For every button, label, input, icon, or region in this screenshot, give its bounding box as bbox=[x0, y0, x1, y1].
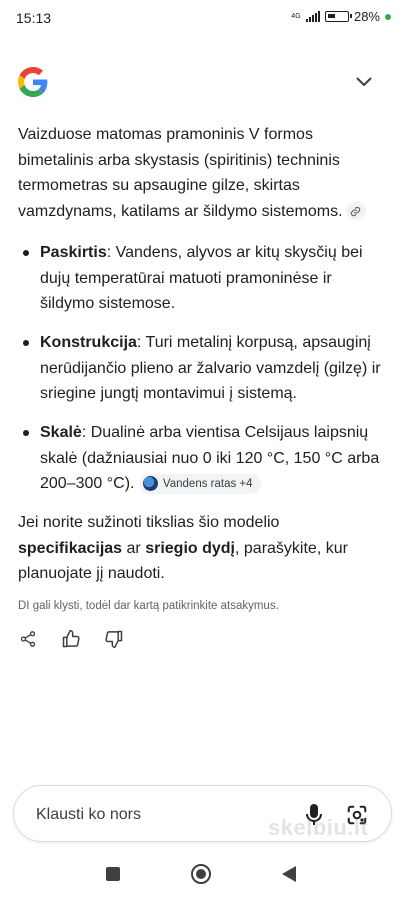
bullet-title: Konstrukcija bbox=[40, 334, 137, 351]
answer-actions bbox=[18, 629, 124, 649]
battery-icon bbox=[325, 11, 349, 22]
list-item bbox=[18, 330, 384, 407]
answer-intro-text: Vaizduose matomas pramoninis V formos bimetalinis arba skystasis (spiritinis) techninis termometras su apsaugine gilze, skirtas vamzdynams, katilams ar šildymo sistemoms. bbox=[18, 126, 343, 220]
closing-text-2: ar bbox=[122, 539, 146, 557]
bullet-text: : Vandens, alyvos ar kitų skysčių bei dujų temperatūrai matuoti pramoninėse ir šildymo sistemose. bbox=[40, 244, 363, 312]
collapse-button[interactable] bbox=[352, 72, 376, 92]
link-icon bbox=[350, 206, 361, 217]
bullet-title: Paskirtis bbox=[40, 244, 107, 261]
source-favicon-icon bbox=[143, 476, 158, 491]
share-button[interactable] bbox=[18, 629, 38, 649]
list-item bbox=[18, 240, 384, 317]
system-nav-bar bbox=[0, 856, 405, 894]
status-bar bbox=[0, 0, 405, 36]
lens-search-button[interactable] bbox=[345, 803, 369, 827]
answer-intro bbox=[18, 122, 384, 224]
thumbs-up-icon bbox=[61, 629, 81, 649]
bullet-text: : Turi metalinį korpusą, apsauginį nerūdijančio plieno ar žalvario vamzdelį (gilzę) ir sriegine jungtį montavimui į sistemą. bbox=[40, 334, 381, 402]
share-icon bbox=[19, 630, 37, 648]
battery-level: 28% bbox=[353, 9, 380, 24]
status-time: 15:13 bbox=[16, 10, 52, 26]
source-chip-label: Vandens ratas +4 bbox=[162, 477, 253, 490]
ask-input[interactable] bbox=[36, 804, 276, 826]
closing-text-1: Jei norite sužinoti tikslias šio modelio bbox=[18, 514, 280, 531]
status-icons bbox=[291, 9, 391, 24]
camera-icon bbox=[346, 804, 368, 826]
ask-input-bar bbox=[13, 785, 392, 842]
back-button[interactable] bbox=[282, 866, 296, 882]
bullet-title: Skalė bbox=[40, 424, 82, 441]
google-logo bbox=[18, 67, 48, 97]
thumbs-up-button[interactable] bbox=[61, 629, 81, 649]
answer-closing bbox=[18, 510, 384, 587]
thumbs-down-button[interactable] bbox=[104, 629, 124, 649]
link-chip[interactable] bbox=[346, 202, 366, 220]
list-item bbox=[18, 420, 384, 497]
closing-bold-2: sriegio dydį bbox=[145, 539, 235, 557]
signal-icon bbox=[306, 11, 320, 22]
ai-disclaimer: DI gali klysti, todėl dar kartą patikrinkite atsakymus. bbox=[18, 599, 279, 612]
charging-dot bbox=[385, 14, 391, 20]
recents-button[interactable] bbox=[106, 867, 120, 881]
chevron-down-icon bbox=[356, 77, 372, 87]
watermark: skelbiu.lt bbox=[268, 815, 369, 840]
source-chip[interactable] bbox=[139, 474, 261, 494]
mic-icon bbox=[306, 804, 322, 826]
thumbs-down-icon bbox=[104, 629, 124, 649]
closing-text-3: , parašykite, kur planuojate jį naudoti. bbox=[18, 539, 348, 582]
answer-bullets bbox=[18, 240, 384, 497]
bullet-text: : Dualinė arba vientisa Celsijaus laipsnių skalė (dažniausiai nuo 0 iki 120 °C, 150 °C arba 200–300 °C). bbox=[40, 424, 380, 492]
ai-answer bbox=[18, 122, 384, 612]
closing-bold-1: specifikacijas bbox=[18, 539, 123, 557]
home-button[interactable] bbox=[191, 864, 211, 884]
network-label: 4G bbox=[291, 13, 301, 20]
voice-search-button[interactable] bbox=[302, 802, 326, 828]
